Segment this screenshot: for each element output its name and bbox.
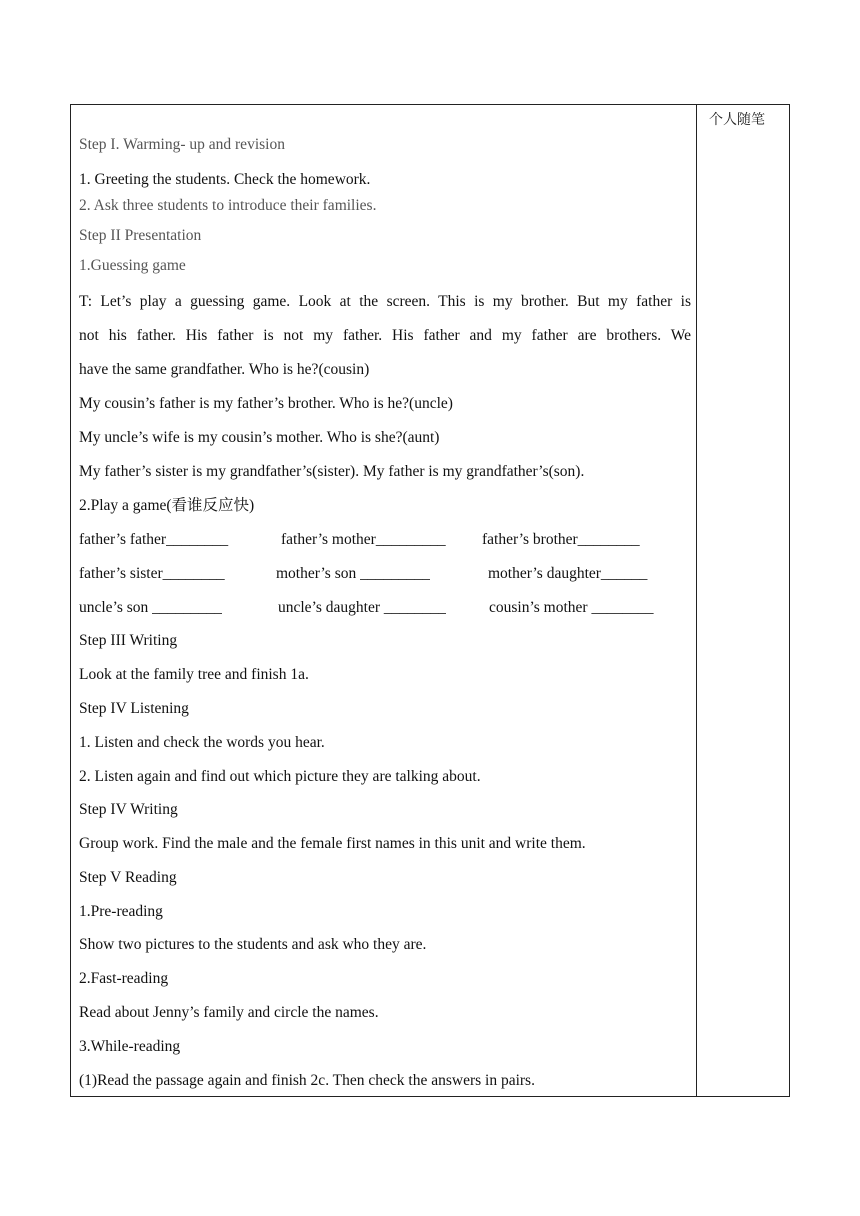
line-read-jenny: Read about Jenny’s family and circle the names. — [79, 1004, 379, 1021]
step3-heading: Step III Writing — [79, 632, 178, 649]
game-item: father’s father________ — [79, 531, 229, 548]
cousin-line-1: My cousin’s father is my father’s brother. Who is he?(uncle) — [79, 395, 453, 412]
cousin-line-2: My uncle’s wife is my cousin’s mother. Who is she?(aunt) — [79, 429, 440, 446]
step2-heading: Step II Presentation — [79, 227, 202, 244]
line-read-passage: (1)Read the passage again and finish 2c. Then check the answers in pairs. — [79, 1072, 535, 1089]
teacher-line-2: not his father. His father is not my father. His father and my father are brothers. We — [79, 327, 691, 344]
line-family-tree: Look at the family tree and finish 1a. — [79, 666, 309, 683]
listening-line-2: 2. Listen again and find out which picture they are talking about. — [79, 768, 481, 785]
column-divider — [696, 105, 697, 1096]
game-item: cousin’s mother ________ — [489, 599, 654, 616]
pre-reading-heading: 1.Pre-reading — [79, 903, 163, 920]
line-show-pictures: Show two pictures to the students and ask who they are. — [79, 936, 427, 953]
game-item: father’s brother________ — [482, 531, 640, 548]
game-item: mother’s son _________ — [276, 565, 430, 582]
step4-writing-heading: Step IV Writing — [79, 801, 178, 818]
game-row-3 — [79, 598, 691, 618]
line-group-work: Group work. Find the male and the female first names in this unit and write them. — [79, 835, 586, 852]
teacher-line-3: have the same grandfather. Who is he?(cousin) — [79, 361, 370, 378]
step4-listening-heading: Step IV Listening — [79, 700, 189, 717]
game-item: mother’s daughter______ — [488, 565, 648, 582]
while-reading-heading: 3.While-reading — [79, 1038, 181, 1055]
fast-reading-heading: 2.Fast-reading — [79, 970, 169, 987]
line-greeting: 1. Greeting the students. Check the homework. — [79, 171, 371, 188]
teacher-line-1: T: Let’s play a guessing game. Look at the screen. This is my brother. But my father is — [79, 293, 691, 310]
line-introduce: 2. Ask three students to introduce their families. — [79, 197, 377, 214]
game-item: uncle’s son _________ — [79, 599, 222, 616]
step1-heading: Step I. Warming- up and revision — [79, 136, 285, 153]
play-game-heading: 2.Play a game(看谁反应快) — [79, 497, 255, 514]
guessing-game-heading: 1.Guessing game — [79, 257, 186, 274]
game-row-1 — [79, 530, 691, 550]
lesson-plan-table — [70, 104, 790, 1097]
listening-line-1: 1. Listen and check the words you hear. — [79, 734, 325, 751]
notes-column-header: 个人随笔 — [709, 112, 765, 128]
cousin-line-3: My father’s sister is my grandfather’s(sister). My father is my grandfather’s(son). — [79, 463, 585, 480]
game-item: father’s mother_________ — [281, 531, 446, 548]
game-item: father’s sister________ — [79, 565, 225, 582]
game-item: uncle’s daughter ________ — [278, 599, 446, 616]
step5-heading: Step V Reading — [79, 869, 177, 886]
game-row-2 — [79, 564, 691, 584]
